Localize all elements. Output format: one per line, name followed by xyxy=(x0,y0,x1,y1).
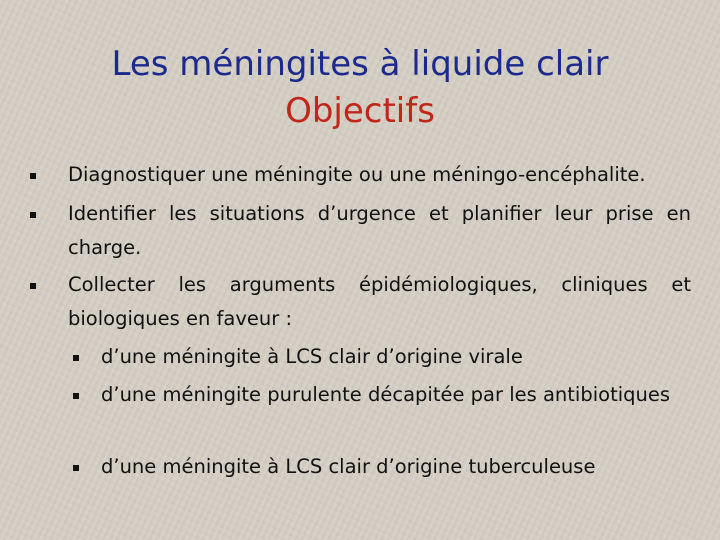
sub-bullet-item-viral xyxy=(101,340,691,374)
sub-bullet-item-purulent xyxy=(101,378,691,412)
square-bullet-icon xyxy=(73,355,79,361)
bullet-item-diagnose xyxy=(68,158,691,192)
bullet-item-arguments xyxy=(68,268,691,336)
sub-bullet-text: d’une méningite à LCS clair d’origine virale xyxy=(101,345,523,368)
bullet-text: Collecter les arguments épidémiologiques, cliniques et biologiques en faveur : xyxy=(68,273,691,330)
square-bullet-icon xyxy=(30,283,36,289)
slide-subtitle: Objectifs xyxy=(285,91,435,131)
sub-bullet-text: d’une méningite à LCS clair d’origine tuberculeuse xyxy=(101,455,596,478)
sub-bullet-text: d’une méningite purulente décapitée par les antibiotiques xyxy=(101,383,671,406)
sub-bullet-item-tuberculous xyxy=(101,450,691,484)
bullet-text: Diagnostiquer une méningite ou une méningo-encéphalite. xyxy=(68,163,646,186)
bullet-item-emergency xyxy=(68,197,691,265)
square-bullet-icon xyxy=(73,393,79,399)
square-bullet-icon xyxy=(73,465,79,471)
bullet-text: Identifier les situations d’urgence et planifier leur prise en charge. xyxy=(68,202,691,259)
square-bullet-icon xyxy=(30,212,36,218)
square-bullet-icon xyxy=(30,173,36,179)
slide-title: Les méningites à liquide clair xyxy=(111,44,609,84)
